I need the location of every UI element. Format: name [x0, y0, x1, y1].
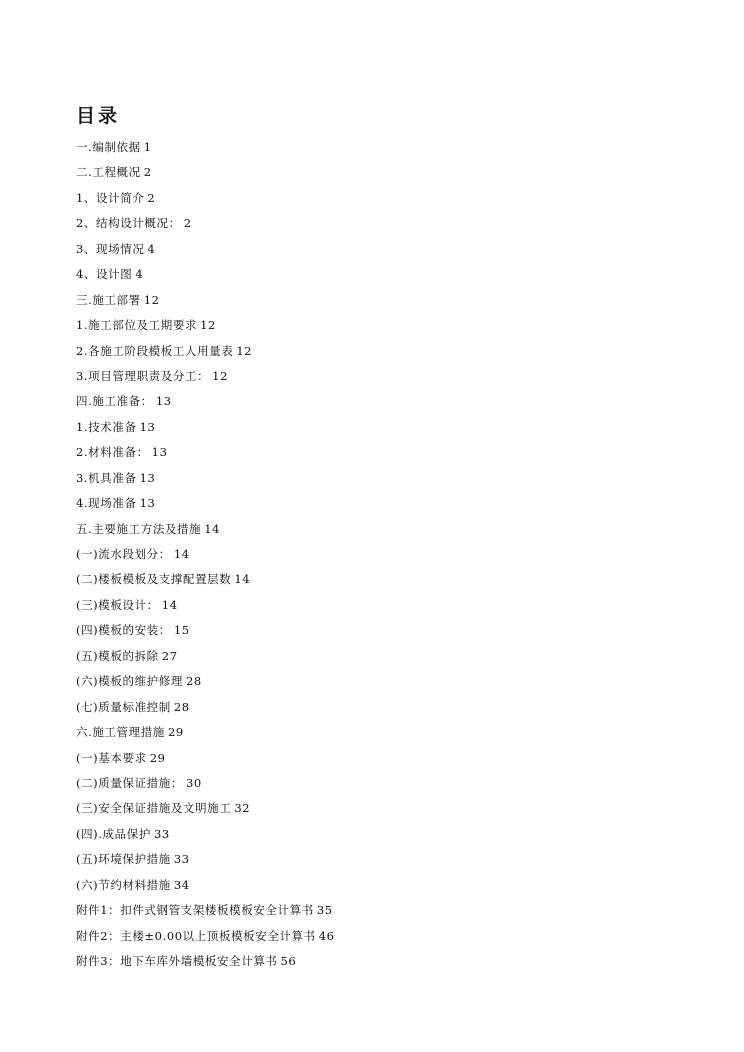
toc-entry[interactable] — [76, 570, 335, 595]
toc-entry-label: 一.编制依据 — [76, 140, 141, 154]
toc-entry[interactable] — [76, 876, 335, 901]
toc-entry-label: 3.项目管理职责及分工： — [76, 368, 210, 383]
toc-entry-page-number: 28 — [173, 699, 190, 714]
toc-entry[interactable] — [76, 799, 335, 824]
toc-entry-label: (二)楼板模板及支撑配置层数 — [76, 572, 232, 587]
toc-entry-label: 1.施工部位及工期要求 — [76, 318, 198, 333]
toc-entry-label: 4.现场准备 — [76, 496, 137, 511]
toc-entry[interactable] — [76, 443, 335, 468]
toc-entry[interactable] — [76, 418, 335, 443]
toc-list — [76, 138, 335, 977]
toc-entry[interactable] — [76, 520, 335, 545]
toc-entry[interactable] — [76, 774, 335, 799]
toc-entry-page-number: 13 — [155, 394, 172, 409]
toc-entry[interactable] — [76, 672, 335, 697]
toc-entry-page-number: 29 — [167, 725, 184, 740]
toc-entry-page-number: 32 — [234, 801, 251, 816]
toc-entry-page-number: 12 — [212, 368, 229, 383]
toc-entry[interactable] — [76, 240, 335, 265]
toc-entry-page-number: 12 — [236, 343, 253, 358]
toc-entry[interactable] — [76, 749, 335, 774]
toc-entry-label: (一)流水段划分： — [76, 547, 171, 561]
toc-entry-label: 三.施工部署 — [76, 292, 141, 307]
toc-entry-label: 3、现场情况 — [76, 241, 145, 256]
toc-entry[interactable] — [76, 698, 335, 723]
toc-entry-page-number: 56 — [280, 954, 297, 968]
toc-entry-label: (四)模板的安装： — [76, 623, 171, 638]
toc-entry-label: 五.主要施工方法及措施 — [76, 521, 202, 536]
toc-entry-page-number: 13 — [139, 419, 156, 434]
toc-entry[interactable] — [76, 392, 335, 417]
toc-entry-label: (三)模板设计： — [76, 597, 159, 612]
toc-entry-page-number: 33 — [173, 852, 190, 867]
toc-entry-page-number: 4 — [147, 241, 156, 256]
toc-entry[interactable] — [76, 596, 335, 621]
toc-entry-label: (七)质量标准控制 — [76, 699, 171, 714]
toc-entry[interactable] — [76, 265, 335, 290]
toc-entry[interactable] — [76, 367, 335, 392]
toc-entry-label: (六)节约材料措施 — [76, 877, 171, 892]
toc-entry[interactable] — [76, 316, 335, 341]
toc-entry-label: 六.施工管理措施 — [76, 725, 165, 740]
toc-entry-page-number: 2 — [147, 190, 156, 205]
toc-entry-label: 二.工程概况 — [76, 165, 141, 180]
toc-entry-label: (六)模板的维护修理 — [76, 674, 183, 689]
toc-entry-page-number: 33 — [153, 826, 170, 841]
toc-entry-label: 1.技术准备 — [76, 419, 137, 434]
toc-entry-label: (二)质量保证措施： — [76, 775, 183, 790]
toc-entry[interactable] — [76, 342, 335, 367]
toc-entry-page-number: 4 — [135, 267, 144, 282]
toc-entry-label: 附件2：主楼±0.00以上顶板模板安全计算书 — [76, 928, 316, 943]
toc-entry[interactable] — [76, 189, 335, 214]
toc-entry[interactable] — [76, 927, 335, 952]
toc-entry[interactable] — [76, 291, 335, 316]
toc-entry[interactable] — [76, 214, 335, 239]
toc-entry[interactable] — [76, 469, 335, 494]
toc-entry-label: 4、设计图 — [76, 267, 133, 282]
toc-entry-label: 2、结构设计概况： — [76, 216, 181, 231]
toc-entry-label: (五)模板的拆除 — [76, 648, 159, 663]
toc-entry-label: (五)环境保护措施 — [76, 852, 171, 867]
toc-entry[interactable] — [76, 901, 335, 926]
toc-entry[interactable] — [76, 621, 335, 646]
toc-entry[interactable] — [76, 850, 335, 875]
toc-entry[interactable] — [76, 163, 335, 188]
toc-entry[interactable] — [76, 952, 335, 977]
toc-entry[interactable] — [76, 494, 335, 519]
toc-entry-label: 2.各施工阶段模板工人用量表 — [76, 343, 234, 358]
toc-entry-page-number: 27 — [161, 648, 178, 663]
toc-entry-page-number: 13 — [139, 470, 156, 485]
toc-entry-page-number: 14 — [161, 597, 178, 612]
toc-entry-label: 1、设计简介 — [76, 190, 145, 205]
toc-entry-page-number: 35 — [316, 903, 333, 918]
toc-entry-label: 四.施工准备： — [76, 394, 153, 409]
toc-entry-page-number: 14 — [234, 572, 251, 587]
toc-entry[interactable] — [76, 647, 335, 672]
toc-entry-label: 附件1：扣件式钢管支架楼板模板安全计算书 — [76, 903, 314, 918]
toc-entry-page-number: 2 — [183, 216, 192, 231]
toc-entry[interactable] — [76, 723, 335, 748]
toc-entry-label: (三)安全保证措施及文明施工 — [76, 801, 232, 816]
toc-entry-page-number: 1 — [143, 140, 152, 154]
toc-entry-page-number: 29 — [149, 750, 166, 765]
toc-entry-label: 3.机具准备 — [76, 470, 137, 485]
toc-entry-page-number: 14 — [173, 547, 190, 561]
toc-entry-page-number: 30 — [185, 775, 202, 790]
toc-entry-label: 附件3：地下车库外墙模板安全计算书 — [76, 954, 278, 968]
toc-entry-page-number: 28 — [185, 674, 202, 689]
toc-entry-page-number: 34 — [173, 877, 190, 892]
toc-entry-page-number: 13 — [139, 496, 156, 511]
toc-entry-page-number: 12 — [143, 292, 160, 307]
toc-entry[interactable] — [76, 138, 335, 163]
toc-entry-page-number: 46 — [318, 928, 335, 943]
toc-entry-page-number: 15 — [173, 623, 190, 638]
toc-entry-label: (一)基本要求 — [76, 750, 147, 765]
toc-entry-page-number: 13 — [151, 445, 168, 460]
toc-entry-page-number: 14 — [204, 521, 221, 536]
toc-entry[interactable] — [76, 545, 335, 570]
toc-entry[interactable] — [76, 825, 335, 850]
toc-entry-page-number: 2 — [143, 165, 152, 180]
toc-title: 目录 — [76, 105, 121, 127]
toc-entry-label: 2.材料准备： — [76, 445, 149, 460]
toc-entry-label: (四).成品保护 — [76, 826, 151, 841]
toc-entry-page-number: 12 — [200, 318, 216, 333]
